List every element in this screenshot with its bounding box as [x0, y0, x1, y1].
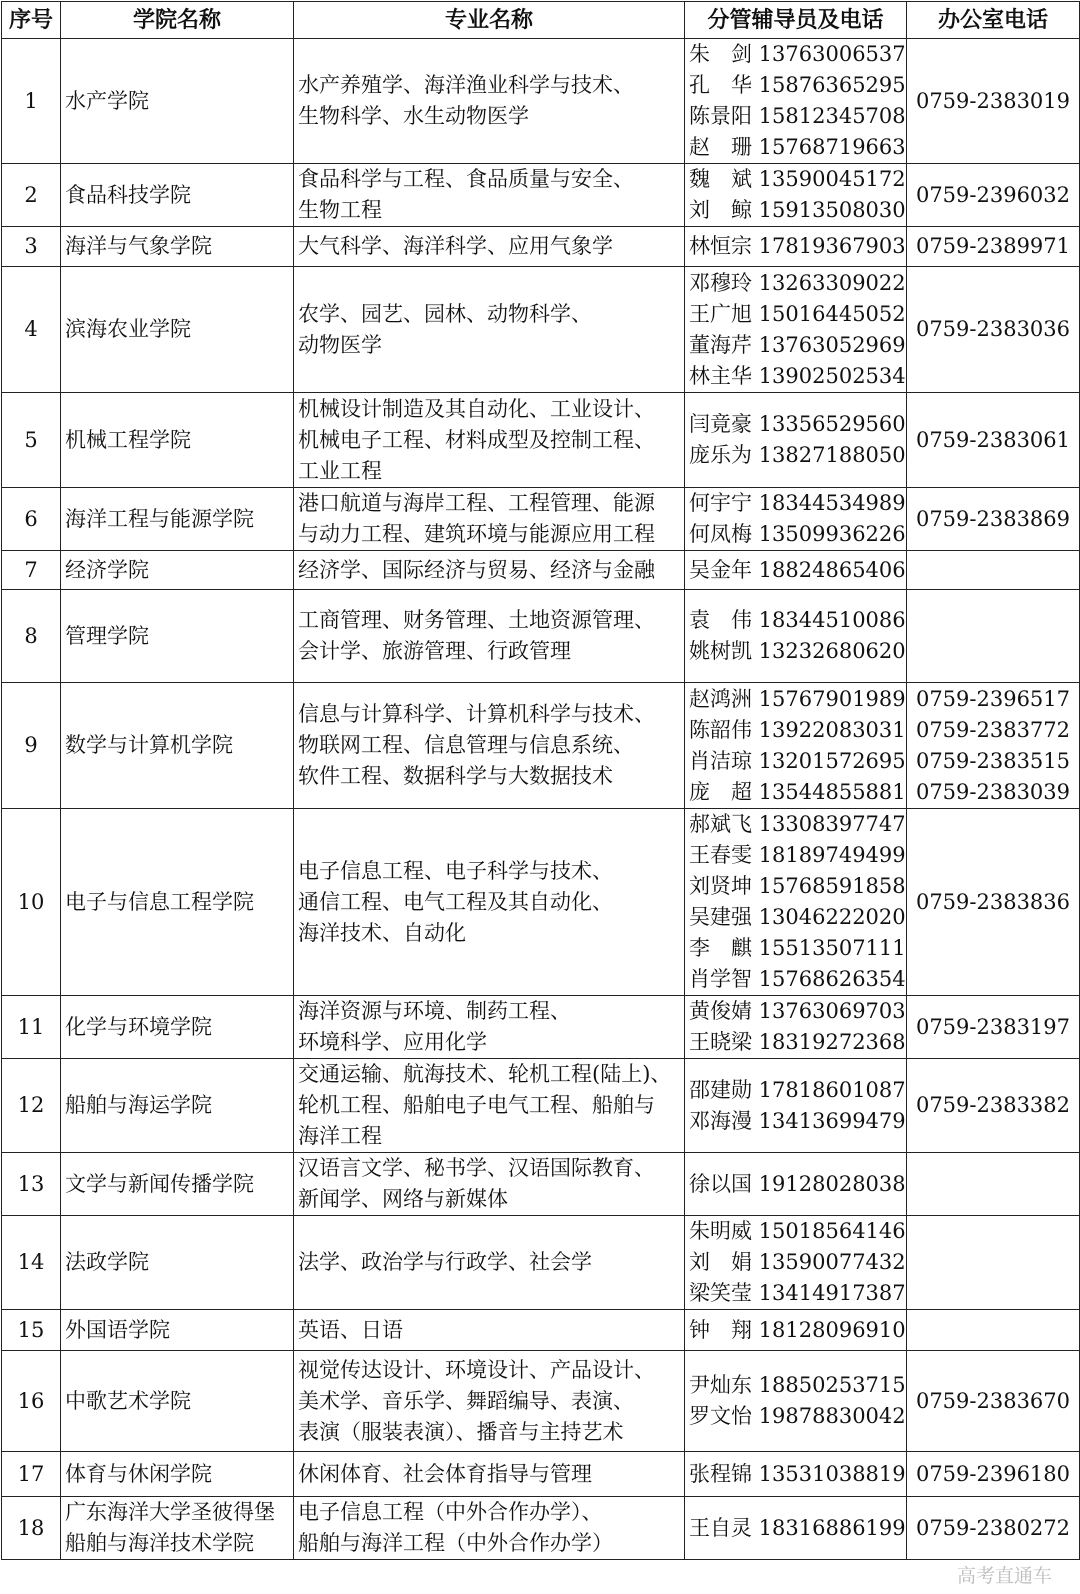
cell-line: 尹灿东 18850253715: [689, 1373, 906, 1397]
cell-line: 李 麒 15513507111: [689, 936, 906, 960]
cell-line: 工商管理、财务管理、土地资源管理、: [298, 608, 655, 632]
cell-line: 与动力工程、建筑环境与能源应用工程: [298, 522, 655, 546]
cell-line: 表演（服装表演）、播音与主持艺术: [298, 1419, 624, 1444]
cell-line: 经济学、国际经济与贸易、经济与金融: [298, 557, 655, 582]
cell-line: 0759-2396517: [915, 686, 1071, 711]
cell-line: 孔 华 15876365295: [689, 73, 906, 97]
cell-line: 0759-2383382: [915, 1093, 1071, 1117]
major-names-cell: [294, 227, 685, 267]
cell-line: 会计学、旅游管理、行政管理: [298, 639, 571, 663]
seq-cell: 18: [2, 1497, 61, 1560]
college-name-cell: 中歌艺术学院: [61, 1351, 294, 1452]
seq-cell: 3: [2, 227, 61, 267]
counselor-phone-cell: [685, 590, 907, 683]
table-row: [2, 590, 1080, 683]
college-name-cell: 海洋与气象学院: [61, 227, 294, 267]
cell-line: 袁 伟 18344510086: [689, 608, 906, 632]
counselor-phone-cell: [685, 1452, 907, 1497]
office-phone-cell: [907, 39, 1080, 164]
cell-line: 生物工程: [298, 198, 382, 222]
cell-line: 0759-2383869: [915, 506, 1071, 531]
cell-line: 吴建强 13046222020: [689, 905, 906, 929]
cell-line: 海洋技术、自动化: [298, 920, 466, 945]
seq-cell: 15: [2, 1310, 61, 1351]
cell-line: 0759-2383061: [915, 427, 1071, 452]
cell-line: 罗文怡 19878830042: [689, 1404, 906, 1428]
cell-line: 吴金年 18824865406: [689, 557, 906, 582]
cell-line: 郝斌飞 13308397747: [689, 812, 906, 836]
cell-line: 0759-2383515: [915, 748, 1071, 773]
seq-cell: 5: [2, 393, 61, 488]
counselor-phone-cell: [685, 393, 907, 488]
office-phone-cell: [907, 1216, 1080, 1310]
office-phone-cell: [907, 488, 1080, 551]
cell-line: 交通运输、航海技术、轮机工程(陆上)、: [298, 1062, 672, 1086]
major-names-cell: [294, 996, 685, 1059]
cell-line: 通信工程、电气工程及其自动化、: [298, 889, 613, 914]
major-names-cell: [294, 1216, 685, 1310]
cell-line: 视觉传达设计、环境设计、产品设计、: [298, 1357, 655, 1382]
table-row: [2, 683, 1080, 809]
office-phone-cell: [907, 267, 1080, 393]
cell-line: 动物医学: [298, 332, 382, 357]
office-phone-cell: [907, 1452, 1080, 1497]
seq-cell: 1: [2, 39, 61, 164]
cell-line: 邓海漫 13413699479: [689, 1108, 906, 1133]
office-phone-cell: [907, 1351, 1080, 1452]
table-row: [2, 393, 1080, 488]
seq-cell: 13: [2, 1153, 61, 1216]
cell-line: 0759-2383772: [915, 717, 1071, 742]
header-office-phone: 办公室电话: [907, 2, 1080, 39]
major-names-cell: [294, 1351, 685, 1452]
cell-line: 广东海洋大学圣彼得堡: [65, 1500, 275, 1524]
cell-line: 电子信息工程、电子科学与技术、: [298, 858, 613, 883]
cell-line: 大气科学、海洋科学、应用气象学: [298, 234, 613, 258]
college-name-cell: 化学与环境学院: [61, 996, 294, 1059]
cell-line: 0759-2383036: [915, 317, 1071, 341]
major-names-cell: [294, 393, 685, 488]
office-phone-cell: [907, 590, 1080, 683]
seq-cell: 16: [2, 1351, 61, 1452]
seq-cell: 9: [2, 683, 61, 809]
table-row: [2, 1497, 1080, 1560]
cell-line: 0759-2383670: [915, 1388, 1071, 1413]
table-row: [2, 1153, 1080, 1216]
counselor-phone-cell: [685, 1059, 907, 1153]
counselor-phone-cell: [685, 1351, 907, 1452]
cell-line: 船舶与海洋技术学院: [65, 1531, 254, 1555]
table-row: [2, 1059, 1080, 1153]
cell-line: 庞 超 13544855881: [689, 779, 906, 804]
major-names-cell: [294, 809, 685, 996]
table-row: [2, 551, 1080, 590]
counselor-phone-cell: [685, 488, 907, 551]
cell-line: 刘 鲸 15913508030: [689, 198, 906, 222]
cell-line: 赵 珊 15768719663: [689, 135, 906, 159]
cell-line: 海洋工程: [298, 1124, 382, 1148]
cell-line: 美术学、音乐学、舞蹈编导、表演、: [298, 1388, 634, 1413]
header-seq: 序号: [2, 2, 61, 39]
table-row: [2, 227, 1080, 267]
college-name-cell: 数学与计算机学院: [61, 683, 294, 809]
cell-line: 庞乐为 13827188050: [689, 443, 906, 467]
college-name-cell: 电子与信息工程学院: [61, 809, 294, 996]
cell-line: 港口航道与海岸工程、工程管理、能源: [298, 491, 655, 515]
table-row: [2, 1452, 1080, 1497]
cell-line: 陈景阳 15812345708: [689, 104, 906, 128]
cell-line: 水产养殖学、海洋渔业科学与技术、: [298, 73, 634, 97]
cell-line: 轮机工程、船舶电子电气工程、船舶与: [298, 1093, 655, 1117]
cell-line: 张程锦 13531038819: [689, 1461, 906, 1486]
counselor-phone-cell: [685, 551, 907, 590]
major-names-cell: [294, 1497, 685, 1560]
major-names-cell: [294, 39, 685, 164]
major-names-cell: [294, 1153, 685, 1216]
header-major: 专业名称: [294, 2, 685, 39]
cell-line: 梁笑莹 13414917387: [689, 1281, 906, 1305]
cell-line: 陈韶伟 13922083031: [689, 717, 906, 742]
table-body: [2, 39, 1080, 1560]
cell-line: 肖学智 15768626354: [689, 967, 906, 991]
seq-cell: 12: [2, 1059, 61, 1153]
cell-line: 软件工程、数据科学与大数据技术: [298, 764, 613, 788]
counselor-phone-cell: [685, 227, 907, 267]
college-name-cell: 法政学院: [61, 1216, 294, 1310]
major-names-cell: [294, 551, 685, 590]
seq-cell: 10: [2, 809, 61, 996]
cell-line: 肖洁琼 13201572695: [689, 748, 906, 773]
cell-line: 机械设计制造及其自动化、工业设计、: [298, 396, 655, 421]
table-row: [2, 1310, 1080, 1351]
seq-cell: 8: [2, 590, 61, 683]
counselor-phone-cell: [685, 39, 907, 164]
major-names-cell: [294, 1059, 685, 1153]
cell-line: 汉语言文学、秘书学、汉语国际教育、: [298, 1156, 655, 1180]
cell-line: 钟 翔 18128096910: [689, 1317, 906, 1342]
cell-line: 赵鸿洲 15767901989: [689, 686, 906, 711]
college-name-cell: [61, 1497, 294, 1560]
table-row: [2, 1351, 1080, 1452]
cell-line: 朱 剑 13763006537: [689, 42, 906, 66]
cell-line: 0759-2396180: [915, 1461, 1071, 1486]
cell-line: 0759-2383039: [915, 779, 1071, 804]
cell-line: 英语、日语: [298, 1317, 403, 1342]
table-row: [2, 488, 1080, 551]
major-names-cell: [294, 683, 685, 809]
cell-line: 电子信息工程（中外合作办学）、: [298, 1500, 603, 1524]
office-phone-cell: [907, 996, 1080, 1059]
cell-line: 王广旭 15016445052: [689, 301, 906, 326]
college-name-cell: 外国语学院: [61, 1310, 294, 1351]
table-row: [2, 164, 1080, 227]
cell-line: 新闻学、网络与新媒体: [298, 1187, 508, 1211]
watermark-text: 高考直通车: [956, 1565, 1052, 1587]
major-names-cell: [294, 267, 685, 393]
college-name-cell: 体育与休闲学院: [61, 1452, 294, 1497]
cell-line: 信息与计算科学、计算机科学与技术、: [298, 702, 655, 726]
cell-line: 何凤梅 13509936226: [689, 522, 906, 546]
cell-line: 0759-2383836: [915, 889, 1071, 914]
cell-line: 海洋资源与环境、制药工程、: [298, 999, 571, 1023]
cell-line: 朱明威 15018564146: [689, 1219, 906, 1243]
college-name-cell: 机械工程学院: [61, 393, 294, 488]
cell-line: 王自灵 18316886199: [689, 1515, 906, 1540]
table-row: [2, 996, 1080, 1059]
table-row: [2, 267, 1080, 393]
cell-line: 休闲体育、社会体育指导与管理: [298, 1461, 592, 1486]
office-phone-cell: [907, 164, 1080, 227]
cell-line: 法学、政治学与行政学、社会学: [298, 1250, 592, 1274]
seq-cell: 17: [2, 1452, 61, 1497]
cell-line: 刘贤坤 15768591858: [689, 874, 906, 898]
office-phone-cell: [907, 393, 1080, 488]
header-college: 学院名称: [61, 2, 294, 39]
office-phone-cell: [907, 809, 1080, 996]
college-name-cell: 食品科技学院: [61, 164, 294, 227]
seq-cell: 7: [2, 551, 61, 590]
seq-cell: 6: [2, 488, 61, 551]
college-name-cell: 海洋工程与能源学院: [61, 488, 294, 551]
counselor-phone-cell: [685, 996, 907, 1059]
cell-line: 食品科学与工程、食品质量与安全、: [298, 167, 634, 191]
counselor-phone-cell: [685, 1497, 907, 1560]
cell-line: 林主华 13902502534: [689, 363, 906, 388]
cell-line: 环境科学、应用化学: [298, 1030, 487, 1054]
counselor-phone-cell: [685, 1216, 907, 1310]
college-name-cell: 管理学院: [61, 590, 294, 683]
cell-line: 0759-2380272: [915, 1515, 1071, 1540]
cell-line: 生物科学、水生动物医学: [298, 104, 529, 128]
college-name-cell: 经济学院: [61, 551, 294, 590]
office-phone-cell: [907, 1059, 1080, 1153]
college-contact-table: [1, 1, 1080, 1560]
cell-line: 刘 娟 13590077432: [689, 1250, 906, 1274]
seq-cell: 11: [2, 996, 61, 1059]
major-names-cell: [294, 1452, 685, 1497]
major-names-cell: [294, 590, 685, 683]
header-counselor: 分管辅导员及电话: [685, 2, 907, 39]
counselor-phone-cell: [685, 164, 907, 227]
cell-line: 邵建勋 17818601087: [689, 1077, 906, 1102]
table-row: [2, 39, 1080, 164]
cell-line: 0759-2383019: [915, 88, 1071, 113]
counselor-phone-cell: [685, 267, 907, 393]
counselor-phone-cell: [685, 809, 907, 996]
college-name-cell: 船舶与海运学院: [61, 1059, 294, 1153]
cell-line: 徐以国 19128028038: [689, 1171, 906, 1196]
cell-line: 物联网工程、信息管理与信息系统、: [298, 733, 634, 757]
cell-line: 王晓梁 18319272368: [689, 1030, 906, 1054]
seq-cell: 14: [2, 1216, 61, 1310]
cell-line: 魏 斌 13590045172: [689, 167, 906, 191]
cell-line: 董海芹 13763052969: [689, 332, 906, 357]
cell-line: 农学、园艺、园林、动物科学、: [298, 301, 592, 326]
counselor-phone-cell: [685, 1310, 907, 1351]
seq-cell: 2: [2, 164, 61, 227]
major-names-cell: [294, 1310, 685, 1351]
cell-line: 林恒宗 17819367903: [689, 234, 906, 258]
cell-line: 机械电子工程、材料成型及控制工程、: [298, 427, 655, 452]
college-name-cell: 滨海农业学院: [61, 267, 294, 393]
counselor-phone-cell: [685, 683, 907, 809]
header-row: [2, 2, 1080, 39]
major-names-cell: [294, 488, 685, 551]
cell-line: 0759-2389971: [915, 234, 1071, 258]
table-row: [2, 1216, 1080, 1310]
office-phone-cell: [907, 551, 1080, 590]
cell-line: 闫竟豪 13356529560: [689, 412, 906, 436]
cell-line: 黄俊婧 13763069703: [689, 999, 906, 1023]
cell-line: 王春雯 18189749499: [689, 843, 906, 867]
cell-line: 工业工程: [298, 458, 382, 483]
cell-line: 姚树凯 13232680620: [689, 639, 906, 663]
cell-line: 何宇宁 18344534989: [689, 491, 906, 515]
table-row: [2, 809, 1080, 996]
major-names-cell: [294, 164, 685, 227]
cell-line: 0759-2383197: [915, 1014, 1071, 1039]
seq-cell: 4: [2, 267, 61, 393]
cell-line: 0759-2396032: [915, 182, 1071, 207]
cell-line: 邓穆玲 13263309022: [689, 270, 906, 295]
college-name-cell: 文学与新闻传播学院: [61, 1153, 294, 1216]
office-phone-cell: [907, 1153, 1080, 1216]
counselor-phone-cell: [685, 1153, 907, 1216]
office-phone-cell: [907, 1310, 1080, 1351]
office-phone-cell: [907, 683, 1080, 809]
office-phone-cell: [907, 1497, 1080, 1560]
cell-line: 船舶与海洋工程（中外合作办学）: [298, 1531, 613, 1555]
office-phone-cell: [907, 227, 1080, 267]
college-name-cell: 水产学院: [61, 39, 294, 164]
